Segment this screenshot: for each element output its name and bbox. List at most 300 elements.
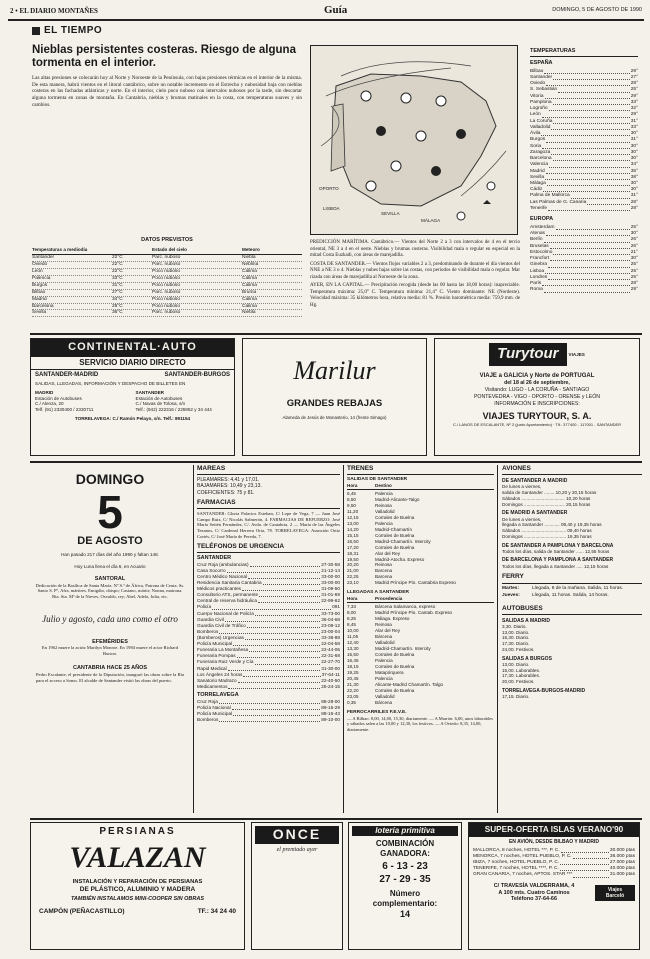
temp-espana-row-value: 27°: [630, 74, 638, 80]
llegada-row-hora: 18,15: [347, 663, 359, 669]
continental-brand: CONTINENTAL·AUTO: [31, 339, 234, 357]
temp-espana-row-label: Madrid: [530, 168, 545, 174]
salida-row-hora: 15,15: [347, 532, 359, 538]
dots: [233, 711, 320, 716]
dots: [549, 162, 630, 167]
ayer-text: AYER, EN LA CAPITAL.— Precipitación recogida (desde las 00 hasta las 18,00 horas): inapreciable. Temperatura máxima: 25,0° C. Temperatura mínima: 21,4° C. Viento dominante: NE (Nordeste). Velocidad máxima: 35 kilómetros hora, relativa media: 81 %. Presión barométrica media: 759,9 mm. de Hg.: [310, 283, 520, 308]
oferta-row-value: 40.000 ptas: [609, 866, 635, 872]
mareas-column: [197, 465, 340, 723]
continental-santander-l3: Telf.: (942) 222316 / 225952 y 34 444: [135, 407, 212, 413]
primitiva-t2: GANADORA:: [380, 849, 430, 858]
llegada-row-hora: 8,45: [347, 621, 356, 627]
tiempo-body: Las altas presiones se colocarán hoy al Norte y Noroeste de la Península, con bajas presiones térmicas en el interior de la misma. De esta manera, habrá vientos en el litoral cantábrico, sobre un notable incremento en el Estrecho y nubosidad baja con nieblas costeras en las fachadas atlánticas y norte. En el interior, cielo poco nuboso con intervalos nubosos por la tarde, sin descartar alguna tormenta en zonas de montaña. En Cantabria, nieblas y brumas matinales en la costa, con temperaturas suaves y sin cambios.: [32, 74, 302, 108]
oferta-row-label: MENORCA, 7 noches, HOTEL PUEBLO, P. C.: [473, 853, 572, 859]
datos-meteoro: Calima: [242, 275, 257, 281]
bus-line: 15,00. Laborables.: [502, 667, 541, 673]
primitiva-n2: 27 - 29 - 35: [379, 873, 431, 885]
datos-cielo: Poco nuboso: [152, 282, 181, 288]
torre-row-value: 88-28-00: [321, 698, 340, 704]
farmacias-title: FARMACIAS: [197, 499, 340, 509]
tel-row-value: 22-27-70: [321, 659, 340, 665]
salida-row-dest: Palencia: [375, 520, 393, 526]
llegada-row-dest: Alar del Rey: [375, 627, 401, 633]
llegada-row-dest: Corrales de Buelna: [375, 687, 415, 693]
costa-text: COSTA DE SANTANDER.— Vientos flojos variables 2 a 3, predominando de durante el día vientos del NNE a NE 3 o 4. Nieblas y nubes bajas sobre las costas, con periodos de visibilidad mala o regular. Mar rizada con áreas de marejadilla al Noroeste de la zona.: [310, 261, 520, 280]
oferta-ad[interactable]: [468, 822, 640, 950]
datos-temp: 33°C: [112, 275, 123, 281]
feve-text: — A Bilbao: 8,00, 14,00, 15,30, diariamente. — A Marrón: 6,00, unos laborables y sábados salen a las 10,00 y 12,30, los festivos. — A Oviedo: 8,35, 14,00, diariamente.: [347, 715, 493, 732]
turytour-l2: del 18 al 26 de septiembre,: [504, 379, 570, 386]
bus-line: 17,30. Diario.: [502, 641, 530, 647]
dots: [556, 225, 630, 230]
dots: [546, 81, 630, 86]
bus-line: 13,00. Diario.: [502, 629, 530, 635]
llegada-row-dest: Valladolid: [375, 639, 395, 645]
temp-espana-row-value: 29°: [630, 112, 638, 118]
torre-row-label: Bomberos: [197, 717, 219, 723]
once-ad[interactable]: [251, 822, 343, 950]
tel-row-label: Policía Municipal: [197, 641, 233, 647]
llegada-row-dest: Matapórquera: [375, 669, 404, 675]
page-label: 2 • EL DIARIO MONTAÑES: [10, 7, 98, 15]
datos-city: León: [32, 268, 43, 274]
continental-madrid-title: MADRID: [35, 389, 54, 395]
dots: [558, 87, 630, 92]
dots: [551, 150, 629, 155]
ferry-row: [502, 586, 642, 592]
trenes-column: [347, 465, 494, 732]
marilur-brand: Marilur: [293, 356, 376, 385]
dots: [545, 175, 630, 180]
tel-row-label: Los Ángeles 24 horas: [197, 671, 243, 677]
oferta-row-value: 30.000 ptas: [609, 847, 635, 853]
tel-row-value: 31-30-00: [321, 665, 340, 671]
tel-row-value: 36-04-68: [321, 616, 340, 622]
aviones-line: Sábados ................................... 09,40 horas: [502, 528, 592, 534]
temp-espana-row-label: Ávila: [530, 131, 541, 137]
temp-europa-row-label: Roma: [530, 287, 543, 293]
turytour-l3: Visitando: LUGO - LA CORUÑA - SANTIAGO: [484, 386, 590, 393]
cantabria-text: Pedro Escalante, el presidente de la Diputación, inauguró las obras sobre la Ría para el acceso a Somo. El alcalde de Santander visitó las obras del puerto.: [36, 671, 184, 683]
tel-row-value: 22-44-06: [321, 647, 340, 653]
tel-row-value: 22-40-50: [321, 677, 340, 683]
aviones-line: llegada a Santander ............ 09,40 y 19,35 horas: [502, 522, 602, 528]
salida-row-dest: Madrid-Chamartín. Intercity: [375, 538, 431, 544]
tel-santander-title: SANTANDER: [197, 554, 232, 561]
llegada-row-dest: Bárcena Salamanca, expreso: [375, 604, 436, 610]
temp-europa-row-value: 21°: [630, 249, 638, 255]
temp-espana-row-value: 31°: [630, 137, 638, 143]
primitiva-ad[interactable]: [348, 822, 462, 950]
salida-row-dest: Barcena: [375, 568, 393, 574]
temp-europa-row-label: Ginebra: [530, 262, 548, 268]
temp-espana-row-value: 30°: [630, 149, 638, 155]
temp-espana-row-value: 25°: [630, 87, 638, 93]
llegada-row-hora: 7,33: [347, 604, 356, 610]
datos-meteoro: Neblina: [242, 261, 259, 267]
llegadas-title: LLEGADAS A SANTANDER: [347, 590, 409, 596]
continental-madrid-l1: Estación de Autobuses: [35, 395, 82, 401]
feve-title: FERROCARRILES F.E.V.E.: [347, 709, 407, 715]
bus-route-title: SALIDAS A MADRID: [502, 617, 550, 624]
continental-ad[interactable]: [30, 338, 235, 456]
llegada-row-hora: 12,40: [347, 639, 359, 645]
salida-row-hora: 17,20: [347, 544, 359, 550]
dots: [245, 635, 320, 640]
datos-meteoro: Calima: [242, 303, 257, 309]
temp-espana-row-label: Logroño: [530, 106, 548, 112]
dots: [550, 256, 630, 261]
temp-espana-row-value: 30°: [630, 187, 638, 193]
primitiva-comp3: 14: [399, 909, 410, 919]
telefonos-title: TELÉFONOS DE URGENCIA: [197, 543, 340, 553]
tel-row-value: 22-31-68: [321, 653, 340, 659]
efemerides-title: EFEMÉRIDES: [92, 638, 128, 645]
dots: [263, 580, 321, 585]
persianas-l2: DE PLÁSTICO, ALUMINIO Y MADERA: [79, 885, 196, 893]
dots: [560, 866, 609, 871]
datos-row: [32, 255, 302, 262]
tel-row-label: Guardia Civil de Tráfico: [197, 622, 246, 628]
persianas-l5: TF.: 34 24 40: [197, 907, 236, 915]
temp-espana-row-value: 35°: [630, 168, 638, 174]
torre-row-value: 88-16-43: [321, 711, 340, 717]
salida-row-hora: 23,10: [347, 580, 359, 586]
salida-row-hora: 16,50: [347, 538, 359, 544]
tel-torrelavega-title: TORRELAVEGA: [197, 691, 239, 698]
temp-espana-row-value: 33°: [630, 124, 638, 130]
temp-espana-row-label: Málaga: [530, 180, 546, 186]
oferta-row-value: 36.000 ptas: [609, 853, 635, 859]
marilur-sub: GRANDES REBAJAS: [286, 397, 383, 409]
oferta-row: [473, 872, 635, 878]
domingo-month: DE AGOSTO: [77, 534, 143, 547]
temp-espana-row-value: 28°: [630, 205, 638, 211]
dots: [553, 156, 630, 161]
aviones-line: De lunes a viernes,: [502, 484, 542, 490]
dots: [548, 275, 629, 280]
temperaturas-column: [530, 48, 638, 294]
tel-row-label: Consultorio ATS, permanente: [197, 592, 259, 598]
tel-row-value: 27-30-58: [321, 561, 340, 567]
oferta-row-label: GRAN CANARIA, 7 noches, APTOS. STAR ***: [473, 872, 573, 878]
llegada-row-dest: Reinosa: [375, 621, 392, 627]
temp-espana-row-value: 28°: [630, 199, 638, 205]
datos-temp: 25°C: [112, 303, 123, 309]
dots: [544, 237, 630, 242]
section-title: Guía: [324, 4, 348, 16]
ferry-row: [502, 593, 642, 599]
continental-santander-title: SANTANDER: [135, 389, 164, 395]
spain-map-svg: [311, 46, 516, 233]
tel-row-value: 22-04-58: [321, 641, 340, 647]
temp-espana-row-label: Valencia: [530, 162, 549, 168]
temp-europa-row-label: Bruselas: [530, 243, 549, 249]
marilur-addr: Alameda de Jesús de Monasterio, 14 (frente Simago): [282, 415, 387, 421]
temp-espana-row-value: 38°: [630, 174, 638, 180]
aviones-line: Todos los días, llegada a Santander ..... 12,15 horas: [502, 563, 609, 569]
aviones-route-title: DE MADRID A SANTANDER: [502, 510, 568, 517]
salida-row-hora: 21,00: [347, 568, 359, 574]
tel-row-value: 23-00-04: [321, 628, 340, 634]
dots: [542, 112, 630, 117]
dots: [546, 231, 630, 236]
llegada-row-dest: Bárcena: [375, 699, 393, 705]
primitiva-comp2: complementario:: [372, 899, 438, 908]
temp-europa-row-value: 25°: [630, 268, 638, 274]
persianas-l3: TAMBIÉN INSTALAMOS MINI-COOPER SIN OBRAS: [70, 895, 205, 902]
oferta-a3: Teléfono 37-64-66: [510, 896, 558, 903]
primitiva-t1: COMBINACIÓN: [375, 839, 435, 848]
espana-title: ESPAÑA: [530, 59, 553, 66]
bus-line: 13,00. Diario.: [502, 661, 530, 667]
domingo-luna: Hoy Luna llena el día 6, en Acuario: [74, 563, 146, 569]
temp-espana-row-value: 30°: [630, 131, 638, 137]
temp-europa-row-value: 26°: [630, 237, 638, 243]
dots: [587, 200, 629, 205]
datos-col-3: Meteoro: [242, 246, 260, 252]
domingo-num: 5: [97, 485, 123, 538]
tel-row-label: Bomberos: [197, 628, 219, 634]
temp-europa-row-label: Estocolmo: [530, 249, 553, 255]
santoral-text: Dedicación de la Basílica de Santa María. Nº S.ª de África, Patrona de Ceuta. Ss. Santo S. Pº, Afra, mártires. Emigdio, obispo; Casiano, mártir; Nonna, matrona. Bta. Sta. Mª de la Nieves, Osvaldo, rey; Abel, Adela, Julia, etc.: [35, 582, 185, 600]
dots: [242, 586, 320, 591]
oferta-a1: C/ TRAVESÍA VALDERRAMA, 4: [493, 882, 575, 889]
turytour-ad[interactable]: [434, 338, 640, 456]
temp-espana-row-label: Tenerife: [530, 205, 548, 211]
continental-info: SALIDAS, LLEGADAS, INFORMACIÓN Y DESPACHO DE BILLETES EN: [35, 381, 186, 387]
llegada-row: [347, 700, 494, 706]
aviones-route-title: DE SANTANDER A MADRID: [502, 478, 568, 485]
dots: [548, 262, 630, 267]
salida-row-hora: 13,00: [347, 520, 359, 526]
dots: [238, 678, 321, 683]
dots: [228, 666, 321, 671]
datos-row: [32, 276, 302, 283]
datos-cielo: Parc. nuboso: [152, 254, 181, 260]
dots: [543, 187, 629, 192]
dots: [258, 598, 320, 603]
dots: [553, 250, 629, 255]
salida-row-dest: Madrid-Chamartín: [375, 526, 413, 532]
temp-espana-row-label: Valladolid: [530, 124, 551, 130]
datos-city: Palencia: [32, 275, 51, 281]
oferta-title: SUPER-OFERTA ISLAS VERANO'90: [469, 823, 639, 837]
tiempo-section: [32, 25, 302, 109]
dots: [237, 653, 321, 658]
temp-espana-row-label: Barcelona: [530, 156, 552, 162]
primitiva-comp1: Número: [389, 889, 421, 898]
salida-row-dest: Madrid-Atocha. Expreso: [375, 556, 425, 562]
temp-espana-row-label: Cádiz: [530, 187, 543, 193]
primitiva-brand: lotería primitiva: [352, 826, 458, 836]
salida-row-hora: 9,50: [347, 502, 356, 508]
autobuses-title: AUTOBUSES: [502, 605, 642, 615]
tel-row-label: (Bomberos) Urgencias: [197, 634, 244, 640]
bus-line: 17,15. Diario.: [502, 694, 530, 700]
temp-europa-row-label: París: [530, 281, 542, 287]
efemerides-text: En 1962 muere la actriz Marilyn Monroe. En 1984 muere el actor Richard Burton.: [41, 645, 179, 657]
prediccion-text: PREDICCIÓN MARÍTIMA. Cantábrico.— Vientos del Norte 2 a 3 con intervalos de 4 en el tercio oriental, NE 3 a 4 en el oeste. Nieblas y brumas costeras. Visibilidad mala o regular en especial en la mitad Costa Euzkadi, con áreas de marejadilla.: [310, 240, 520, 258]
salida-row-hora: 8,50: [347, 496, 356, 502]
tel-row-label: Casa Socorro: [197, 567, 226, 573]
oferta-row-value: 31.000 ptas: [609, 872, 635, 878]
mareas-l2: BAJAMARES: 10,49 y 23,13.: [197, 483, 262, 490]
continental-madrid-l3: Telf. (91) 2330400 / 2330711: [35, 407, 94, 413]
llegada-row-dest: Palencia: [375, 675, 393, 681]
dots: [545, 94, 630, 99]
tel-row-value: 37-64-11: [321, 671, 340, 677]
persianas-ad[interactable]: [30, 822, 245, 950]
tel-row-value: 31-01-69: [321, 592, 340, 598]
ferry-title: FERRY: [502, 573, 642, 583]
persianas-l1: INSTALACIÓN Y REPARACIÓN DE PERSIANAS: [72, 878, 203, 885]
temp-espana-row-value: 29°: [630, 68, 638, 74]
ferry-day: Jueves:: [502, 592, 520, 598]
tel-row-label: Cuerpo Nacional de Policía: [197, 610, 254, 616]
dots: [547, 181, 630, 186]
salida-row: [347, 580, 494, 586]
salida-row-dest: Corrales de Buelna: [375, 532, 415, 538]
europa-title: EUROPA: [530, 216, 554, 223]
llegada-row-hora: 8,00: [347, 610, 356, 616]
tel-row-label: Funeraria Ruiz Verde y Cía: [197, 659, 254, 665]
turytour-tag: VIAJES: [568, 351, 585, 357]
map-label-sevilla: SEVILLA: [381, 211, 400, 216]
continental-madrid-l2: C./ Alenza, 20: [35, 401, 64, 407]
tel-row-label: Policía: [197, 604, 212, 610]
datos-row: [32, 283, 302, 290]
oferta-row-label: IBIZA, 7 noches, HOTEL PUEBLO, P. C.: [473, 859, 560, 865]
datos-city: Madrid: [32, 296, 47, 302]
persianas-title: PERSIANAS: [99, 826, 176, 837]
tel-row-label: Central de reserva hidráulica: [197, 598, 257, 604]
dots: [560, 860, 609, 865]
aviones-line: De lunes a viernes,: [502, 516, 542, 522]
salida-row-dest: Corrales de Buelna: [375, 544, 415, 550]
temp-espana-row-label: Sevilla: [530, 174, 545, 180]
llegada-row-hora: 10,00: [347, 627, 359, 633]
oferta-row-label: MALLORCA, 8 noches, HOTEL ***, P. C.: [473, 847, 560, 853]
bus-line: 24,00. Festivos.: [502, 646, 535, 652]
dots: [544, 287, 630, 292]
dots: [219, 717, 320, 722]
temp-europa-row-value: 29°: [630, 287, 638, 293]
bus-line: 3,30. Diario.: [502, 623, 527, 629]
temp-espana-row-value: 33°: [630, 99, 638, 105]
torre-row-label: Policía Municipal: [197, 711, 233, 717]
datos-city: Oviedo: [32, 261, 48, 267]
temp-espana-row-label: León: [530, 112, 541, 118]
domingo-frase: Julio y agosto, cada uno como el otro: [42, 613, 178, 624]
temp-europa-row-value: 30°: [630, 231, 638, 237]
datos-temp: 27°C: [112, 289, 123, 295]
temp-espana-row-value: 32°: [630, 106, 638, 112]
mareas-title: MAREAS: [197, 465, 340, 475]
tiempo-headline: Nieblas persistentes costeras. Riesgo de alguna tormenta en el interior.: [32, 43, 296, 69]
tel-row-label: Guardia Civil: [197, 616, 224, 622]
dots: [573, 872, 609, 877]
llegada-row-dest: Corrales de Buelna: [375, 663, 415, 669]
datos-row: [32, 262, 302, 269]
temp-europa-row-value: 25°: [630, 262, 638, 268]
llegada-row-dest: Málaga. Expreso: [375, 616, 410, 621]
temp-europa-row-label: Francfort: [530, 256, 550, 262]
dots: [548, 206, 630, 211]
page-header: [8, 4, 644, 18]
torre-row-value: 89-16-29: [321, 704, 340, 710]
salida-row-hora: 19,50: [347, 556, 359, 562]
llegada-row-dest: Bárcena: [375, 633, 393, 639]
datos-row: [32, 297, 302, 304]
dots: [212, 604, 331, 609]
oferta-row-value: 27.000 ptas: [609, 859, 635, 865]
temp-espana-row-label: Pamplona: [530, 99, 552, 105]
primitiva-n1: 6 - 13 - 23: [382, 861, 428, 872]
salida-row-hora: 20,20: [347, 562, 359, 568]
datos-row: [32, 290, 302, 297]
dots: [248, 574, 320, 579]
dots: [561, 848, 609, 853]
llegada-row-hora: 0,35: [347, 699, 356, 705]
temp-europa-row-label: Atenas: [530, 231, 545, 237]
llegada-row-hora: 22,20: [347, 687, 359, 693]
llegada-row-hora: 8,25: [347, 616, 356, 621]
ferry-info: Llegada, 8 de la mañana. Salida, 11 horas.: [532, 585, 624, 591]
tel-row-value: 31-09-50: [321, 586, 340, 592]
trenes-title: TRENES: [347, 465, 494, 475]
marilur-ad[interactable]: [242, 338, 427, 456]
tel-row-label: Médicos practicantes: [197, 586, 242, 592]
farmacias-text: SANTANDER: Gloria Palacios Esteban, C/ Lope de Vega, 7 — Juan José Campo Ruiz, C/ Nicolás Salmerón, 4. FARMACIAS DE REFUERZO: José María Setién Fernández, C/. Avda. de Cantabria, 2 — María de las Ángeles Tezanos, C/ Cardenal Herrera Oria, 78. TORRELAVEGA: Asunción Ortiz Cortés, C/ José María de Pereda, 7.: [197, 511, 340, 539]
dots: [546, 137, 630, 142]
continental-santander-l2: C./ Navas de Tolosa, s/n: [135, 401, 186, 407]
salida-row-hora: 14,20: [347, 526, 359, 532]
persianas-l4: CAMPÓN (PEÑACASTILLO): [39, 907, 125, 915]
salidas-col-destino: Destino: [375, 483, 392, 489]
tel-row-label: Residencia Sanitaria Cantabria: [197, 580, 262, 585]
llegada-row-hora: 20,45: [347, 675, 359, 681]
turytour-brand: Turytour: [489, 343, 566, 366]
datos-cielo: Parc. nuboso: [152, 289, 181, 295]
datos-meteoro: Bruma: [242, 289, 257, 295]
dots: [549, 106, 630, 111]
temp-espana-row-value: 31°: [630, 118, 638, 124]
llegadas-col-hora: Hora: [347, 596, 358, 602]
salida-row-hora: 12,15: [347, 514, 359, 520]
temp-espana-row-label: S. Sebastián: [530, 87, 558, 93]
llegada-row-dest: Madrid-Chamartín. Intercity: [375, 645, 431, 651]
datos-temp: 22°C: [112, 268, 123, 274]
temp-europa-row-value: 25°: [630, 274, 638, 280]
salida-row-dest: Madrid-Alicante-Talgo: [375, 496, 420, 502]
tel-row-value: 33-00-00: [321, 573, 340, 579]
tiempo-title: EL TIEMPO: [44, 25, 103, 36]
oferta-a2: A 100 mts. Cuatro Caminos: [498, 889, 570, 896]
llegada-row-dest: Alicante-Madrid Chamartín. Talgo: [375, 681, 444, 687]
ferry-day: Martes:: [502, 585, 520, 591]
temp-espana-row-value: 34°: [630, 162, 638, 168]
domingo-day: DOMINGO: [75, 471, 145, 487]
temp-espana-row-label: Soria: [530, 143, 542, 149]
datos-col-2: Estado del cielo: [152, 246, 187, 252]
tel-row-label: Rapid Medical: [197, 665, 227, 671]
temp-espana-row-label: Las Palmas de G. Canaria: [530, 199, 587, 205]
cantabria-title: CANTABRIA HACE 25 AÑOS: [72, 664, 148, 671]
square-icon: [32, 27, 40, 35]
llegada-row-hora: 19,25: [347, 669, 359, 675]
datos-row: [32, 269, 302, 276]
